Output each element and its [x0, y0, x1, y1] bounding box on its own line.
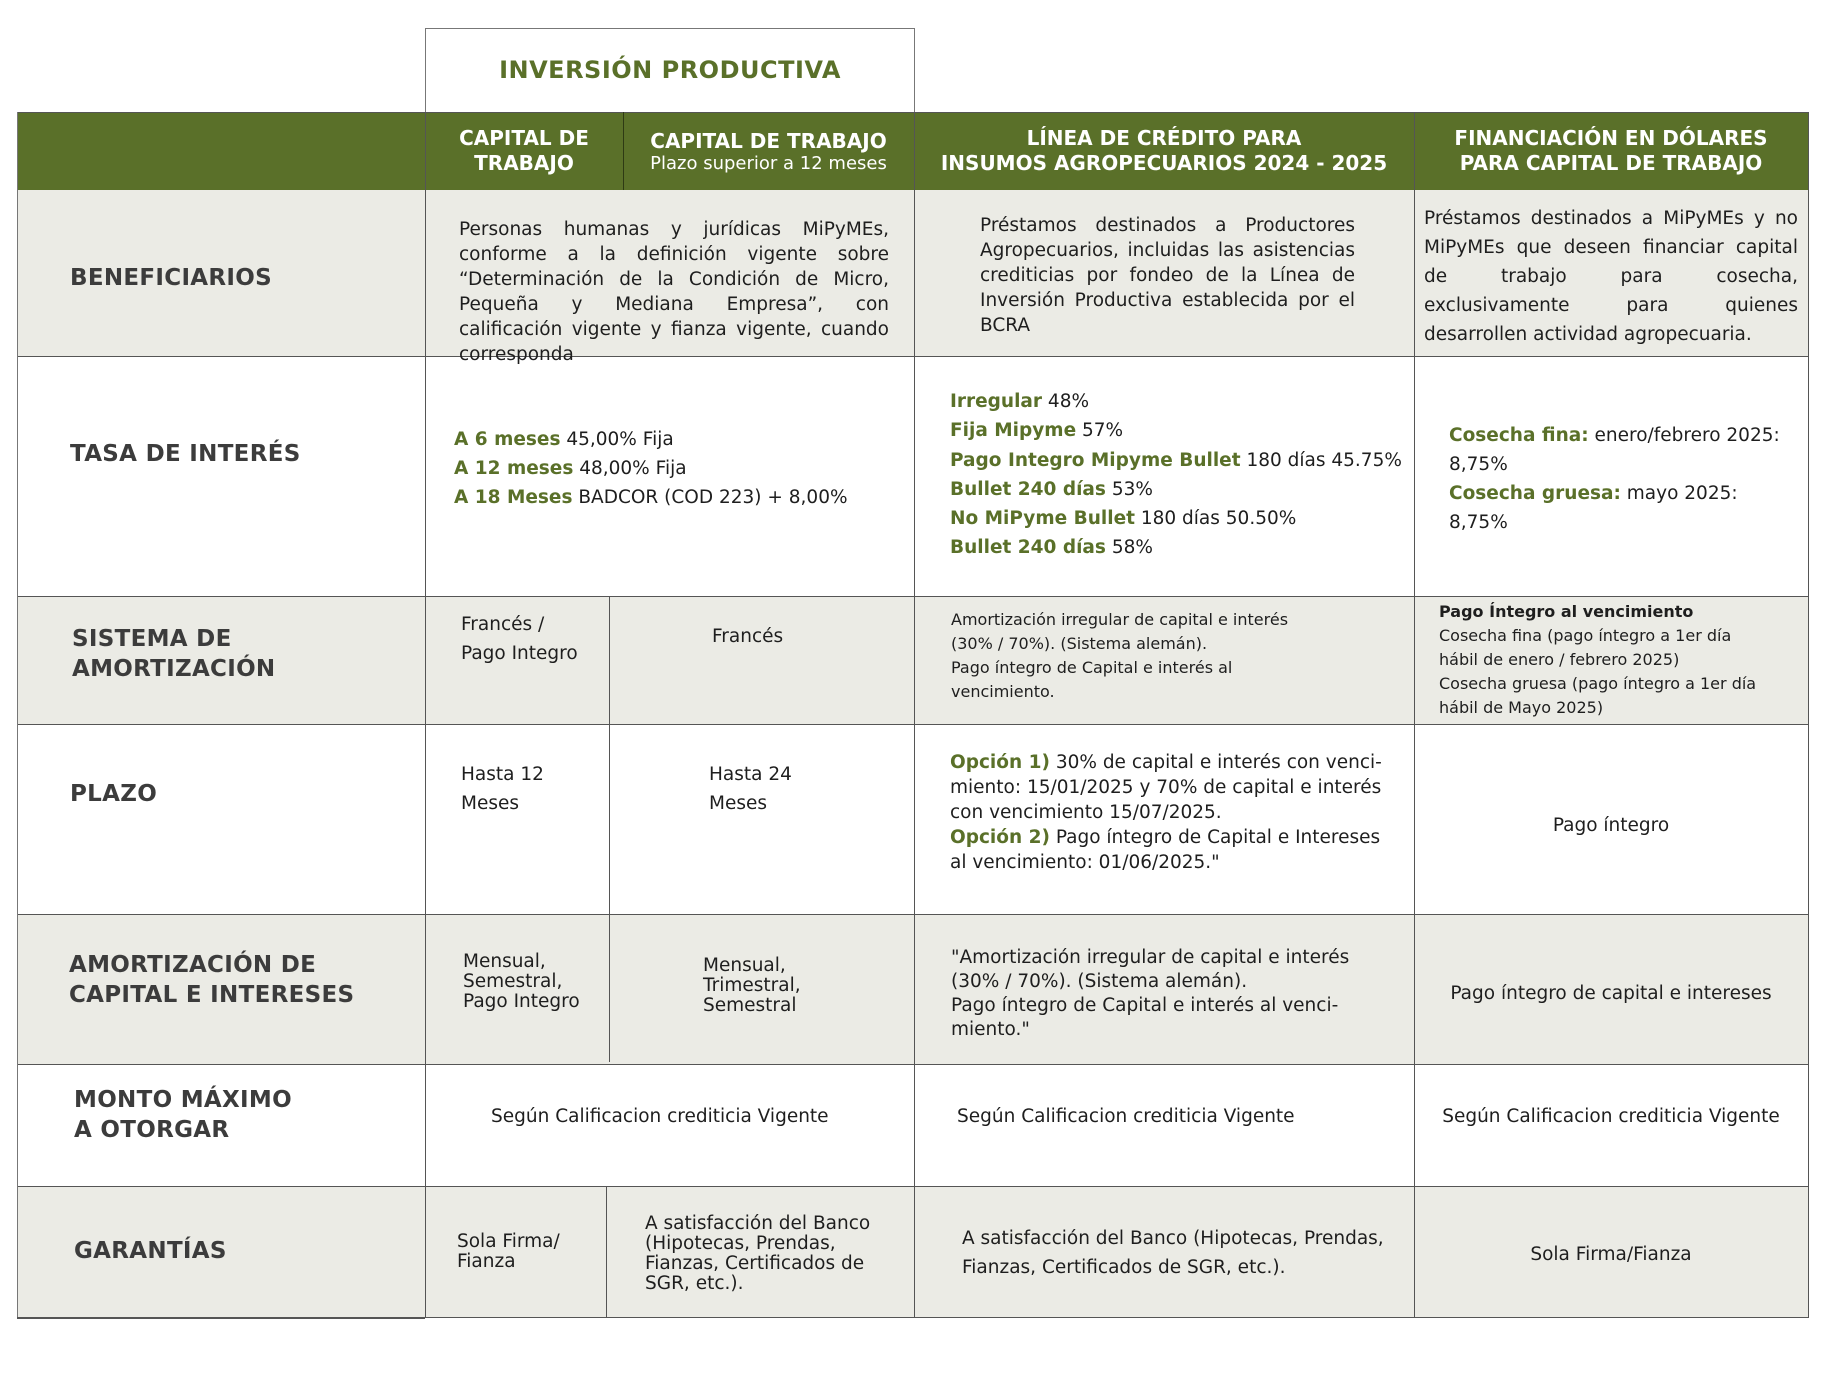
cell-amortizacion-ct	[463, 952, 580, 1012]
cell-line: Francés /	[461, 614, 545, 635]
rate-term: Bullet 240 días	[950, 478, 1106, 500]
rate-value: enero/febrero 2025:	[1588, 425, 1780, 446]
rate-value: 58%	[1105, 537, 1153, 559]
rate-line	[454, 454, 894, 483]
rate-line	[950, 475, 1410, 504]
cell-line: Pago Integro	[463, 991, 580, 1012]
col-header-line: LÍNEA DE CRÉDITO PARA	[1026, 126, 1302, 150]
cell-line: miento."	[951, 1019, 1030, 1040]
cell-line: vencimiento.	[951, 682, 1055, 701]
cell-tasa-usd	[1449, 421, 1799, 537]
grid-line-bottom-accent	[17, 1317, 425, 1319]
col-header-subtitle: Plazo superior a 12 meses	[650, 152, 887, 174]
grid-line	[17, 1186, 1809, 1187]
rate-line	[454, 483, 894, 512]
rate-line	[950, 533, 1410, 562]
rate-value: 180 días 45.75%	[1240, 449, 1402, 471]
cell-sistema-agro	[951, 608, 1401, 704]
cell-line: Semestral	[703, 995, 797, 1016]
cell-line: Pago Integro	[461, 643, 578, 664]
row-label-line: AMORTIZACIÓN	[72, 656, 276, 682]
rate-line: 8,75%	[1449, 512, 1508, 533]
cell-beneficiarios-agro: Préstamos destinados a Productores Agropecuarios, incluidas las asistencias crediticias por fondeo de la Línea de Inversión Productiva establecida por el BCRA	[980, 215, 1355, 336]
grid-line	[425, 112, 426, 1317]
cell-monto-agro: Según Calificacion crediticia Vigente	[957, 1106, 1295, 1127]
cell-line: (Hipotecas, Prendas,	[645, 1233, 836, 1254]
rate-term: No MiPyme Bullet	[950, 508, 1135, 530]
grid-line	[17, 914, 1809, 915]
cell-sistema-ct	[461, 610, 578, 668]
cell-amortizacion-agro	[951, 946, 1401, 1042]
row-label-beneficiarios: BENEFICIARIOS	[70, 265, 272, 291]
col-header-line: CAPITAL DE	[459, 126, 589, 150]
cell-line: Trimestral,	[703, 975, 801, 996]
col-header-line: CAPITAL DE TRABAJO	[650, 128, 887, 153]
grid-line	[1414, 112, 1415, 1317]
row-label-tasa: TASA DE INTERÉS	[70, 441, 301, 467]
rate-term: Bullet 240 días	[950, 537, 1106, 559]
cell-plazo-usd: Pago íntegro	[1552, 815, 1670, 836]
cell-line: Hasta 12	[461, 764, 544, 785]
cell-line: Pago íntegro de Capital e interés al venci-	[951, 995, 1339, 1016]
cell-line: Meses	[461, 793, 520, 814]
rate-line	[950, 504, 1410, 533]
cell-line: Amortización irregular de capital e interés	[951, 610, 1289, 629]
cell-tasa-ip	[454, 425, 894, 512]
row-label-sistema	[72, 624, 275, 684]
cell-line: Mensual,	[463, 951, 546, 972]
rate-value: 45,00% Fija	[560, 429, 674, 450]
rate-value: BADCOR (COD 223) + 8,00%	[572, 487, 848, 508]
rate-term: Cosecha gruesa:	[1449, 483, 1621, 504]
rate-line	[1449, 421, 1799, 450]
top-header-title: INVERSIÓN PRODUCTIVA	[499, 56, 841, 84]
cell-line: Semestral,	[463, 971, 563, 992]
col-header-line: PARA CAPITAL DE TRABAJO	[1459, 151, 1763, 175]
rate-line	[454, 425, 894, 454]
cell-line: Fianzas, Certificados de SGR, etc.).	[962, 1257, 1286, 1278]
rate-value: 180 días 50.50%	[1134, 508, 1297, 530]
grid-line	[914, 112, 915, 1317]
row-label-garantias: GARANTÍAS	[74, 1238, 227, 1264]
cell-line: miento: 15/01/2025 y 70% de capital e interés	[950, 777, 1382, 798]
cell-garantias-agro	[962, 1224, 1407, 1282]
rate-line	[950, 387, 1410, 416]
cell-garantias-ct	[457, 1232, 560, 1272]
grid-line	[609, 596, 610, 1062]
cell-line: al vencimiento: 01/06/2025."	[950, 852, 1220, 873]
rate-value: 48%	[1042, 391, 1090, 412]
rate-line: 8,75%	[1449, 454, 1508, 475]
cell-line: "Amortización irregular de capital e interés	[951, 947, 1350, 968]
rate-line	[950, 416, 1410, 445]
rate-value: 57%	[1076, 420, 1124, 442]
rate-value: mayo 2025:	[1620, 483, 1738, 504]
row-label-line: AMORTIZACIÓN DE	[69, 952, 317, 978]
cell-line: Mensual,	[703, 955, 786, 976]
cell-amortizacion-usd: Pago íntegro de capital e intereses	[1450, 983, 1772, 1004]
cell-line: Sola Firma/	[457, 1231, 560, 1252]
cell-line: hábil de enero / febrero 2025)	[1439, 650, 1680, 669]
cell-beneficiarios-ip: Personas humanas y jurídicas MiPyMEs, conforme a la definición vigente sobre “Determinación de la Condición de Micro, Pequeña y Mediana Empresa”, con calificación vigente y fianza vigente, cuando corresponda	[459, 219, 889, 365]
cell-line: Cosecha gruesa (pago íntegro a 1er día	[1439, 674, 1757, 693]
rate-term: A 6 meses	[454, 429, 561, 450]
cell-line: Pago íntegro de Capital e interés al	[951, 658, 1233, 677]
grid-line	[606, 1186, 607, 1317]
grid-line	[17, 112, 18, 1317]
cell-line	[950, 825, 1410, 850]
rate-term: A 12 meses	[454, 458, 574, 479]
cell-line: SGR, etc.).	[645, 1273, 744, 1294]
col-header-capital-trabajo	[425, 112, 623, 190]
row-label-line: CAPITAL E INTERESES	[69, 982, 355, 1008]
col-header-line: INSUMOS AGROPECUARIOS 2024 - 2025	[940, 151, 1388, 175]
cell-garantias-ct12	[645, 1214, 870, 1294]
rate-term: Irregular	[950, 391, 1043, 412]
cell-beneficiarios-usd: Préstamos destinados a MiPyMEs y no MiPyMEs que deseen financiar capital de trabajo para cosecha, exclusivamente para quienes desarrollen actividad agropecuaria.	[1424, 208, 1798, 345]
rate-value: 48,00% Fija	[573, 458, 687, 479]
option-text: 30% de capital e interés con venci-	[1049, 752, 1382, 773]
option-label: Opción 1)	[950, 752, 1050, 773]
rate-term: Cosecha fina:	[1449, 425, 1589, 446]
option-label: Opción 2)	[950, 827, 1050, 848]
rate-term: Pago Integro Mipyme Bullet	[950, 449, 1241, 471]
grid-line	[17, 356, 1809, 357]
grid-line	[17, 596, 1809, 597]
rate-term: Fija Mipyme	[950, 420, 1077, 442]
cell-line: Hasta 24	[709, 764, 792, 785]
col-header-insumos-agro	[914, 112, 1414, 190]
option-text: Pago íntegro de Capital e Intereses	[1049, 827, 1381, 848]
cell-line: (30% / 70%). (Sistema alemán).	[951, 971, 1248, 992]
rate-line	[950, 446, 1410, 475]
cell-line: A satisfacción del Banco (Hipotecas, Prendas,	[962, 1228, 1384, 1249]
row-label-line: MONTO MÁXIMO	[74, 1087, 292, 1113]
row-label-plazo: PLAZO	[70, 781, 158, 807]
cell-garantias-usd: Sola Firma/Fianza	[1530, 1244, 1692, 1265]
cell-sistema-usd	[1439, 600, 1799, 720]
cell-plazo-ct12	[709, 760, 792, 818]
col-header-dolares	[1414, 112, 1808, 190]
cell-plazo-agro	[950, 750, 1410, 875]
row-label-line: SISTEMA DE	[72, 626, 232, 652]
row-label-monto	[74, 1085, 292, 1145]
row-label-line: A OTORGAR	[74, 1117, 230, 1143]
cell-line: Meses	[709, 793, 768, 814]
col-header-line: TRABAJO	[474, 151, 574, 175]
cell-tasa-agro	[950, 387, 1410, 563]
cell-line: Fianzas, Certificados de	[645, 1253, 865, 1274]
cell-line: hábil de Mayo 2025)	[1439, 698, 1604, 717]
cell-line: (30% / 70%). (Sistema alemán).	[951, 634, 1208, 653]
cell-monto-ip: Según Calificacion crediticia Vigente	[491, 1106, 829, 1127]
cell-line: Fianza	[457, 1251, 516, 1272]
cell-line: Cosecha fina (pago íntegro a 1er día	[1439, 626, 1732, 645]
cell-line-title: Pago Íntegro al vencimiento	[1439, 602, 1694, 621]
cell-line: A satisfacción del Banco	[645, 1213, 871, 1234]
col-header-capital-trabajo-12	[623, 112, 914, 190]
grid-line	[17, 1064, 1809, 1065]
rate-term: A 18 Meses	[454, 487, 573, 508]
grid-line	[1808, 112, 1809, 1317]
cell-plazo-ct	[461, 760, 544, 818]
cell-amortizacion-ct12	[703, 956, 801, 1016]
cell-line: con vencimiento 15/07/2025.	[950, 802, 1222, 823]
rate-value: 53%	[1105, 478, 1153, 500]
col-header-line: FINANCIACIÓN EN DÓLARES	[1454, 126, 1768, 150]
grid-line	[17, 724, 1809, 725]
rate-line	[1449, 479, 1799, 508]
cell-monto-usd: Según Calificacion crediticia Vigente	[1442, 1106, 1780, 1127]
cell-line	[950, 750, 1410, 775]
row-label-amortizacion	[69, 950, 354, 1010]
cell-sistema-ct12: Francés	[712, 626, 784, 647]
